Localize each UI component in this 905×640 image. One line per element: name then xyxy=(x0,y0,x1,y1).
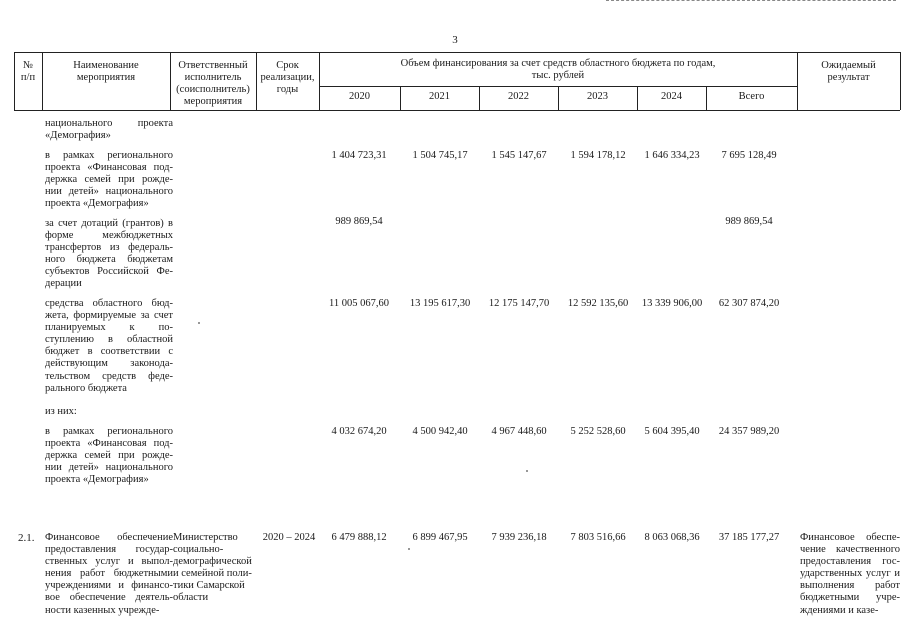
value-2023: 5 252 528,60 xyxy=(570,426,626,437)
value-2024: 8 063 068,36 xyxy=(644,532,700,543)
header-executor: Ответственный исполнитель (соисполнитель) мероприятия xyxy=(176,60,250,107)
value-2023: 7 803 516,66 xyxy=(570,532,626,543)
row-description: национального проекта «Демография» xyxy=(45,118,173,142)
value-2020: 1 404 723,31 xyxy=(331,150,387,161)
header-year-2020: 2020 xyxy=(349,91,370,102)
value-2022: 7 939 236,18 xyxy=(491,532,547,543)
value-total: 24 357 989,20 xyxy=(718,426,780,437)
value-2020: 11 005 067,60 xyxy=(329,298,389,309)
item-executor: Министерство социально-демографической и семейной поли-тики Самарской области xyxy=(173,532,252,604)
page-number: 3 xyxy=(452,34,458,46)
row-description: в рамках регионального проекта «Финансовая под-держка семей при рожде-нии детей» национального проекта «Демография» xyxy=(45,150,173,210)
header-year-2023: 2023 xyxy=(587,91,608,102)
header-total: Всего xyxy=(738,91,765,102)
header-year-2024: 2024 xyxy=(661,91,682,102)
value-2022: 1 545 147,67 xyxy=(491,150,547,161)
header-financing: Объем финансирования за счет средств областного бюджета по годам, тыс. рублей xyxy=(400,58,716,81)
value-2021: 1 504 745,17 xyxy=(412,150,468,161)
item-description: Финансовое обеспечение предоставления государ-ственных услуг и выпол-нения работ бюджетными учреждениями и финансо-вое обеспечение деятель-ности казенных учрежде- xyxy=(45,532,173,616)
value-2022: 12 175 147,70 xyxy=(488,298,550,309)
value-2020: 989 869,54 xyxy=(335,216,383,227)
header-year-2021: 2021 xyxy=(429,91,450,102)
value-2024: 5 604 395,40 xyxy=(644,426,700,437)
header-year-2022: 2022 xyxy=(508,91,529,102)
value-2021: 4 500 942,40 xyxy=(412,426,468,437)
row-description: в рамках регионального проекта «Финансовая под-держка семей при рожде-нии детей» национального проекта «Демография» xyxy=(45,426,173,486)
value-2021: 13 195 617,30 xyxy=(409,298,471,309)
value-2024: 1 646 334,23 xyxy=(644,150,700,161)
header-num: № п/п xyxy=(20,60,36,83)
value-2020: 6 479 888,12 xyxy=(331,532,387,543)
value-total: 7 695 128,49 xyxy=(721,150,777,161)
scan-speck xyxy=(198,322,200,324)
item-result: Финансовое обеспе-чение качественного предоставления гос-ударственных услуг и выполнения работ бюджетными учре-ждениями и казе- xyxy=(800,532,900,616)
row-description: за счет дотаций (грантов) в форме межбюджетных трансфертов из федераль-ного бюджета бюджетам субъектов Российской Фе-дерации xyxy=(45,218,173,290)
header-result: Ожидаемый результат xyxy=(821,60,876,83)
scan-speck xyxy=(408,548,410,550)
item-number: 2.1. xyxy=(18,532,35,544)
row-description: из них: xyxy=(45,406,77,417)
value-total: 37 185 177,27 xyxy=(718,532,780,543)
value-2024: 13 339 906,00 xyxy=(641,298,703,309)
value-2021: 6 899 467,95 xyxy=(412,532,468,543)
scan-edge-mark xyxy=(606,0,896,3)
header-term: Срок реализации, годы xyxy=(260,60,315,95)
value-2023: 12 592 135,60 xyxy=(567,298,629,309)
scan-speck xyxy=(526,470,528,472)
item-term: 2020 – 2024 xyxy=(262,532,316,543)
value-2023: 1 594 178,12 xyxy=(570,150,626,161)
header-name: Наименование мероприятия xyxy=(73,60,139,83)
value-total: 62 307 874,20 xyxy=(718,298,780,309)
value-2022: 4 967 448,60 xyxy=(491,426,547,437)
value-2020: 4 032 674,20 xyxy=(331,426,387,437)
value-total: 989 869,54 xyxy=(725,216,773,227)
row-description: средства областного бюд-жета, формируемые за счет планируемых к по-ступлению в областной бюджет в соответствии с действующим законода-тельством средств феде-рального бюджета xyxy=(45,298,173,394)
